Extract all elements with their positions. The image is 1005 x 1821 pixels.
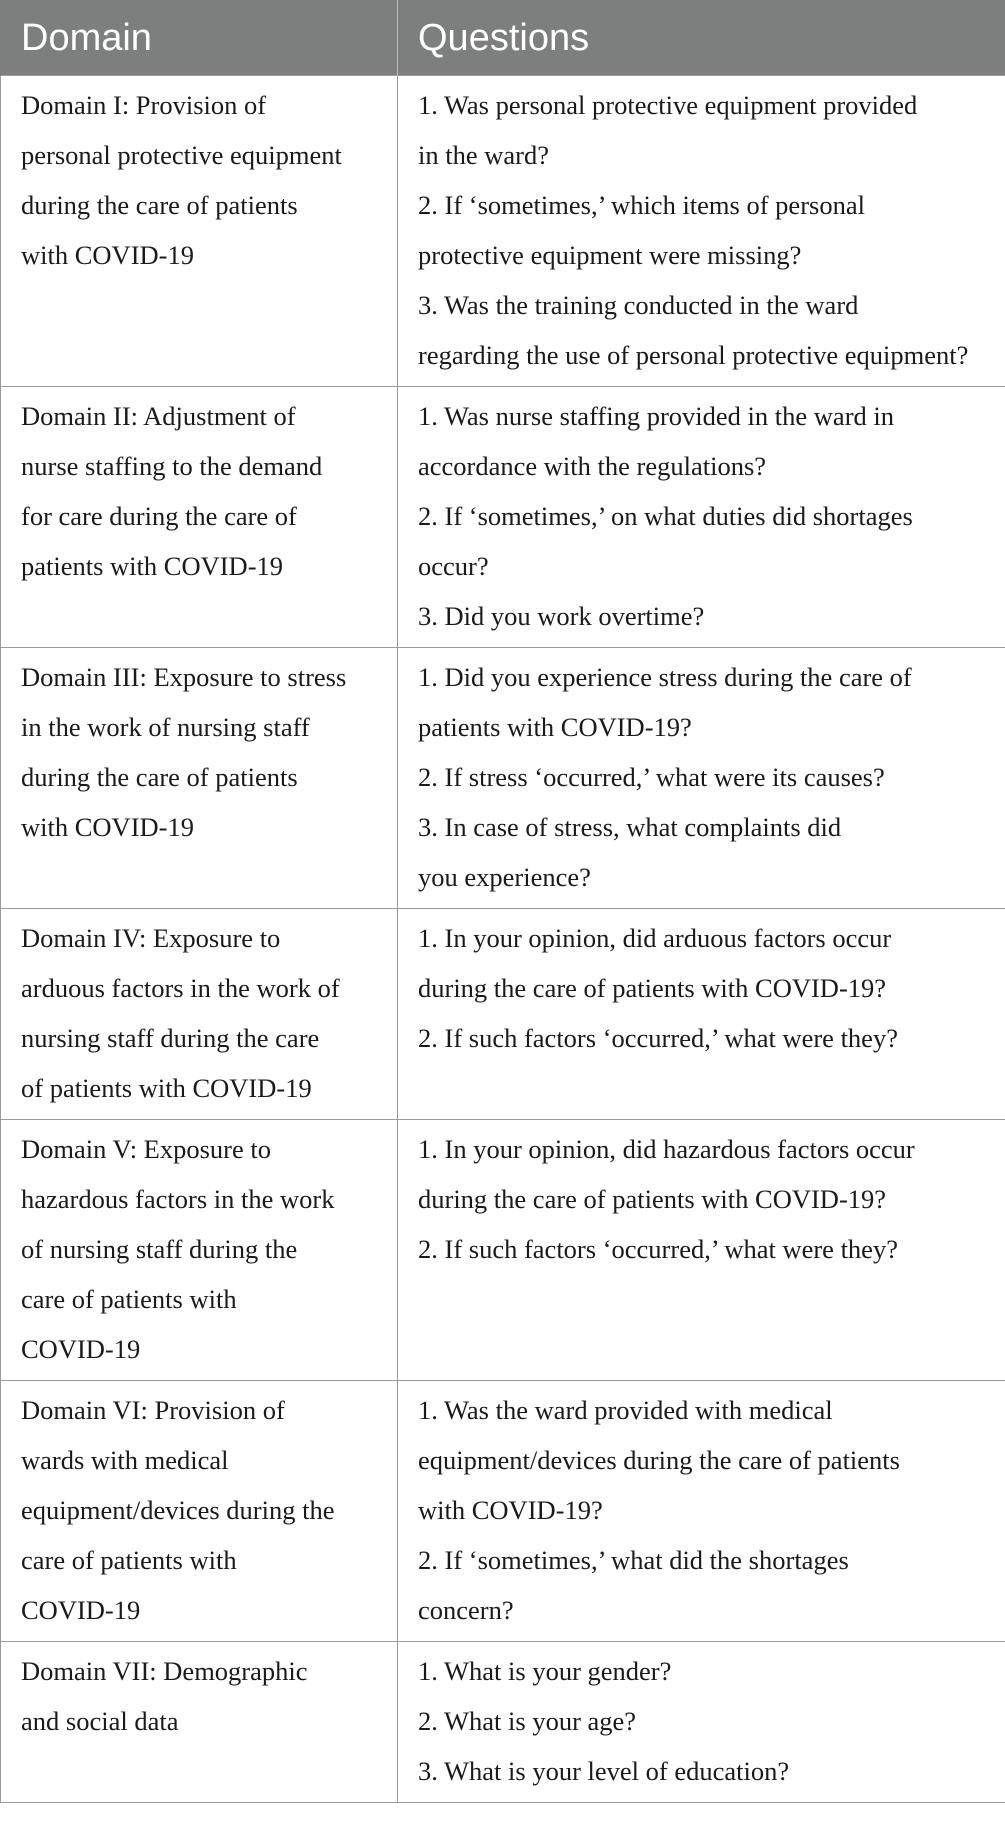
questions-cell (398, 909, 1005, 1120)
domain-text-line: COVID-19 (21, 1334, 141, 1364)
questions-cell (398, 1381, 1005, 1642)
domain-text-line: Domain II: Adjustment of (21, 401, 296, 431)
domain-text-line: personal protective equipment (21, 140, 342, 170)
domain-text-line: of nursing staff during the (21, 1234, 298, 1264)
domain-text-line: Domain VII: Demographic (21, 1656, 308, 1686)
question-text-line: 1. Did you experience stress during the care of (418, 662, 912, 692)
question-text-line: 1. In your opinion, did arduous factors occur (418, 923, 892, 953)
table-header-row (1, 1, 1005, 76)
table-row (1, 76, 1005, 387)
domain-text-line: Domain V: Exposure to (21, 1134, 272, 1164)
question-text-line: occur? (418, 551, 489, 581)
question-text-line: accordance with the regulations? (418, 451, 767, 481)
domain-text-line: nurse staffing to the demand (21, 451, 323, 481)
table-row (1, 387, 1005, 648)
question-text-line: you experience? (418, 862, 591, 892)
domain-cell (1, 76, 398, 387)
question-text-line: 2. What is your age? (418, 1706, 637, 1736)
questions-cell (398, 1642, 1005, 1803)
question-text-line: in the ward? (418, 140, 549, 170)
question-text-line: during the care of patients with COVID-19? (418, 1184, 887, 1214)
domain-text-line: Domain III: Exposure to stress (21, 662, 347, 692)
question-text-line: 3. Did you work overtime? (418, 601, 705, 631)
domain-text-line: care of patients with (21, 1545, 237, 1575)
question-text-line: equipment/devices during the care of patients (418, 1445, 900, 1475)
domain-cell (1, 1642, 398, 1803)
domain-text-line: Domain VI: Provision of (21, 1395, 285, 1425)
domain-cell (1, 1381, 398, 1642)
domain-text-line: nursing staff during the care (21, 1023, 320, 1053)
question-text-line: 2. If ‘sometimes,’ which items of personal (418, 190, 865, 220)
question-text-line: 1. Was the ward provided with medical (418, 1395, 833, 1425)
question-text-line: with COVID-19? (418, 1495, 603, 1525)
domain-cell (1, 648, 398, 909)
question-text-line: 3. Was the training conducted in the ward (418, 290, 859, 320)
questions-cell (398, 387, 1005, 648)
question-text-line: 2. If ‘sometimes,’ what did the shortages (418, 1545, 849, 1575)
question-text-line: during the care of patients with COVID-19? (418, 973, 887, 1003)
table-row (1, 1381, 1005, 1642)
question-text-line: patients with COVID-19? (418, 712, 692, 742)
domain-cell (1, 909, 398, 1120)
question-text-line: regarding the use of personal protective equipment? (418, 340, 969, 370)
table-row (1, 648, 1005, 909)
question-text-line: 3. In case of stress, what complaints did (418, 812, 842, 842)
domain-cell (1, 1120, 398, 1381)
domain-text-line: and social data (21, 1706, 179, 1736)
domain-text-line: with COVID-19 (21, 240, 194, 270)
domain-text-line: during the care of patients (21, 762, 298, 792)
question-text-line: 1. What is your gender? (418, 1656, 672, 1686)
table-row (1, 909, 1005, 1120)
question-text-line: 2. If ‘sometimes,’ on what duties did shortages (418, 501, 913, 531)
domain-text-line: during the care of patients (21, 190, 298, 220)
table-body (1, 76, 1005, 1803)
domain-text-line: care of patients with (21, 1284, 237, 1314)
domain-text-line: hazardous factors in the work (21, 1184, 335, 1214)
header-questions: Questions (398, 1, 1005, 76)
question-text-line: 2. If such factors ‘occurred,’ what were they? (418, 1234, 898, 1264)
question-text-line: 1. In your opinion, did hazardous factors occur (418, 1134, 915, 1164)
domain-text-line: equipment/devices during the (21, 1495, 335, 1525)
question-text-line: 1. Was personal protective equipment provided (418, 90, 918, 120)
domain-text-line: patients with COVID-19 (21, 551, 284, 581)
domain-cell (1, 387, 398, 648)
question-text-line: 2. If such factors ‘occurred,’ what were they? (418, 1023, 898, 1053)
question-text-line: protective equipment were missing? (418, 240, 802, 270)
domain-text-line: of patients with COVID-19 (21, 1073, 312, 1103)
domain-text-line: COVID-19 (21, 1595, 141, 1625)
domain-text-line: in the work of nursing staff (21, 712, 310, 742)
table-row (1, 1120, 1005, 1381)
domain-text-line: with COVID-19 (21, 812, 194, 842)
header-domain: Domain (1, 1, 398, 76)
questions-cell (398, 648, 1005, 909)
question-text-line: concern? (418, 1595, 514, 1625)
question-text-line: 3. What is your level of education? (418, 1756, 790, 1786)
domain-text-line: Domain I: Provision of (21, 90, 267, 120)
domain-text-line: arduous factors in the work of (21, 973, 340, 1003)
questions-cell (398, 76, 1005, 387)
domain-text-line: Domain IV: Exposure to (21, 923, 281, 953)
questions-cell (398, 1120, 1005, 1381)
domain-text-line: wards with medical (21, 1445, 229, 1475)
question-text-line: 1. Was nurse staffing provided in the ward in (418, 401, 895, 431)
domain-text-line: for care during the care of (21, 501, 297, 531)
table-row (1, 1642, 1005, 1803)
question-text-line: 2. If stress ‘occurred,’ what were its causes? (418, 762, 885, 792)
